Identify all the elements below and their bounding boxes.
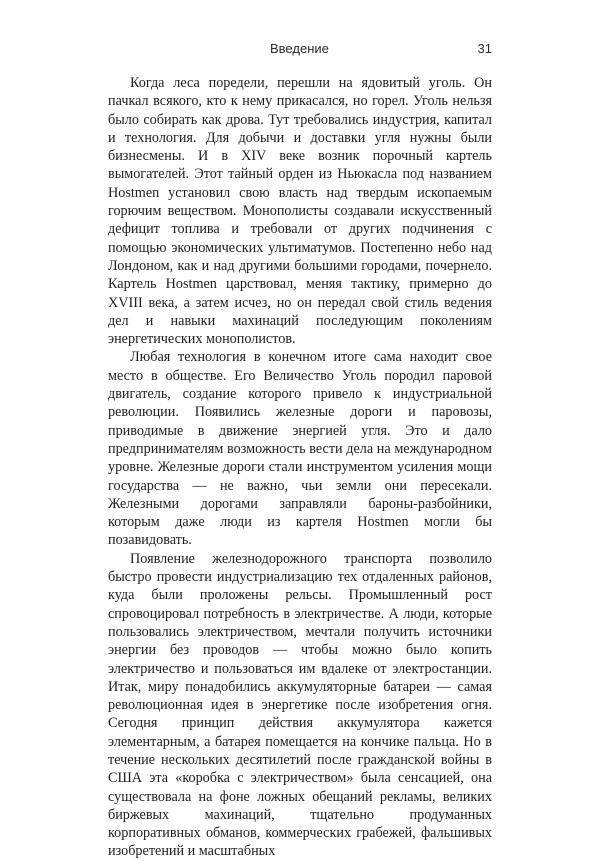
chapter-title: Введение [270, 41, 329, 56]
body-text [108, 74, 492, 861]
paragraph: Появление железнодорожного транспорта позволило быстро провести индустриализацию тех отдаленных районов, куда были проложены рельсы. Промышленный рост спровоцировал потребность в электричестве. А люди, которые пользовались электричеством, мечтали получить источники энергии без проводов — чтобы можно было копить электричество и пользоваться им вдалеке от электростанции. Итак, миру понадобились аккумуляторные батареи — самая революционная идея в энергетике после изобретения огня. Сегодня принцип действия аккумулятора кажется элементарным, а батарея помещается на кончике пальца. Но в течение нескольких десятилетий после гражданской войны в США эта «коробка с электричеством» была сенсацией, она существовала на фоне ложных обещаний рекламы, великих биржевых махинаций, тщательно продуманных корпоративных обманов, коммерческих грабежей, фальшивых изобретений и масштабных [108, 550, 492, 860]
page-number: 31 [477, 41, 492, 56]
paragraph: Любая технология в конечном итоге сама находит свое место в обществе. Его Величество Уголь породил паровой двигатель, создание которого привело к индустриальной революции. Появились железные дороги и паровозы, приводимые в движение энергией угля. Это и дало предпринимателям возможность вести дела на международном уровне. Железные дороги стали инструментом усиления мощи государства — не важно, чьи земли они пересекали. Железными дорогами заправляли бароны-разбойники, которым даже люди из картеля Hostmen могли бы позавидовать. [108, 349, 492, 549]
running-header [108, 41, 492, 61]
paragraph: Когда леса поредели, перешли на ядовитый уголь. Он пачкал всякого, кто к нему прикасался, но горел. Уголь нельзя было собирать как дрова. Тут требовались индустрия, капитал и технология. Для добычи и доставки угля нужны были бизнесмены. И в XIV веке возник порочный картель вымогателей. Этот тайный орден из Ньюкасла под названием Hostmen установил свою власть над твердым ископаемым горючим веществом. Монополисты создавали искусственный дефицит топлива и требовали от других подчинения с помощью экономических ультиматумов. Постепенно небо над Лондоном, как и над другими большими городами, почернело. Картель Hostmen царствовал, меняя тактику, примерно до XVIII века, а затем исчез, но он передал свой стиль ведения дел и навыки махинаций последующим поколениям энергетических монополистов. [108, 75, 492, 348]
